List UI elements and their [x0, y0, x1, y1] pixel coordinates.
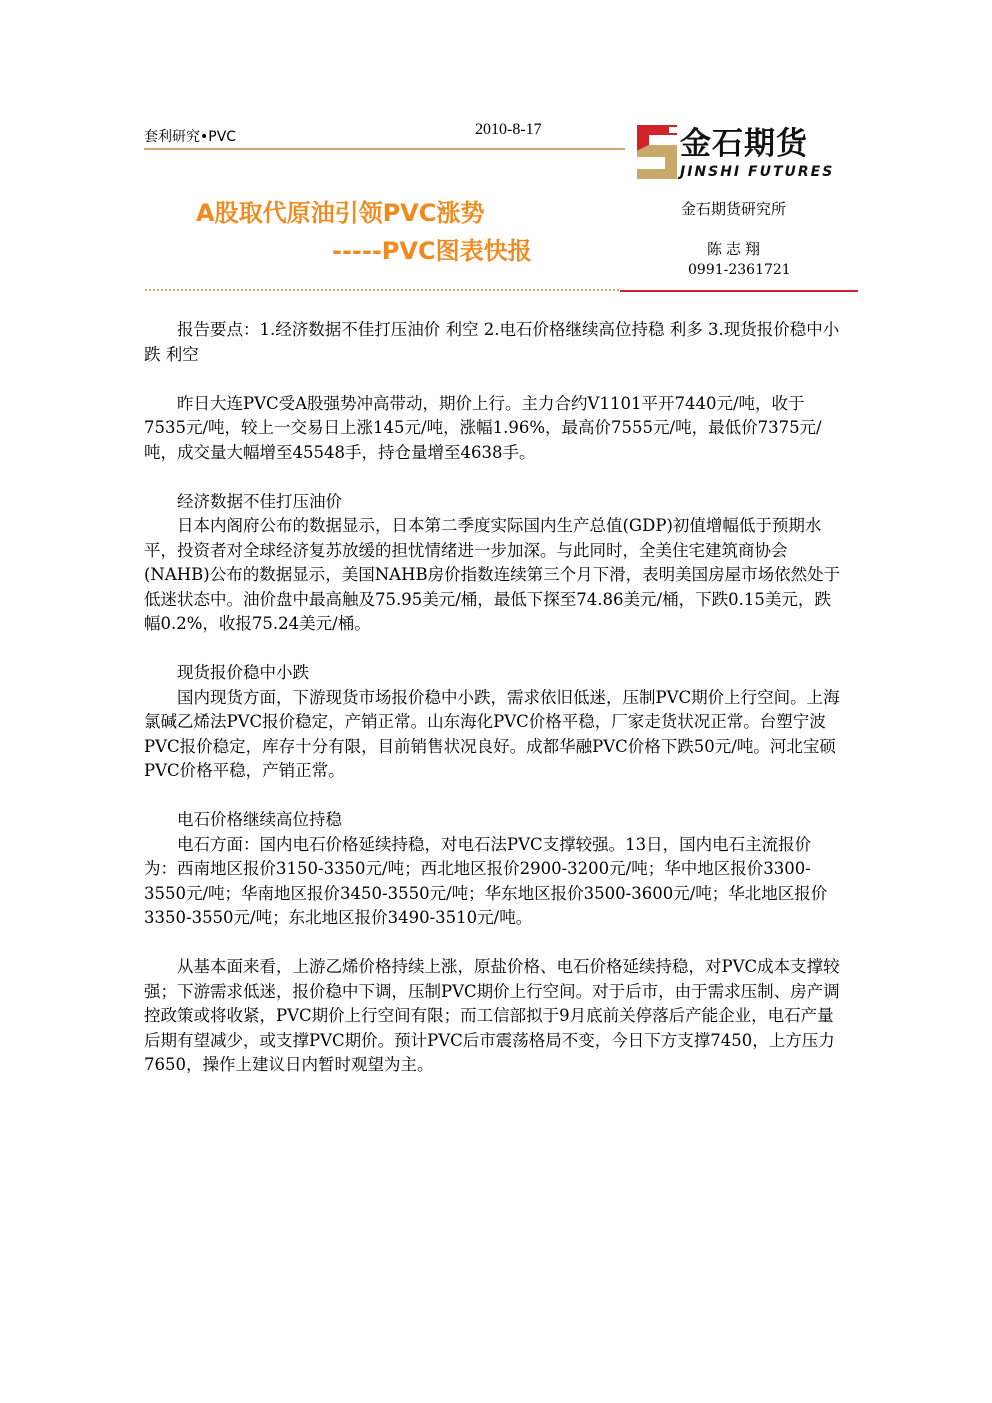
report-subtitle: -----PVC图表快报 [332, 237, 532, 265]
logo-wordmark: 金石期货 [680, 126, 808, 162]
market-paragraph: 昨日大连PVC受A股强势冲高带动，期价上行。主力合约V1101平开7440元/吨，收于7535元/吨，较上一交易日上涨145元/吨，涨幅1.96%，最高价7555元/吨，最低价7375元/吨，成交量大幅增至45548手，持仓量增至4638手。 [144, 393, 822, 462]
analyst-phone: 0991-2361721 [688, 262, 791, 278]
summary-paragraph: 报告要点：1.经济数据不佳打压油价 利空 2.电石价格继续高位持稳 利多 3.现货报价稳中小跌 利空 [144, 320, 840, 364]
report-body [144, 318, 844, 1078]
logo-subtitle: JINSHI FUTURES [680, 164, 835, 180]
section-text-carbide: 电石方面：国内电石价格延续持稳，对电石法PVC支撑较强。13日，国内电石主流报价为：西南地区报价3150-3350元/吨；西北地区报价2900-3200元/吨；华中地区报价3300-3550元/吨；华南地区报价3450-3550元/吨；华东地区报价3500-3600元/吨；华北地区报价3350-3550元/吨；东北地区报价3490-3510元/吨。 [144, 834, 828, 927]
section-text-oil: 日本内阁府公布的数据显示，日本第二季度实际国内生产总值(GDP)初值增幅低于预期水平，投资者对全球经济复苏放缓的担忧情绪进一步加深。与此同时，全美住宅建筑商协会(NAHB)公布的数据显示，美国NAHB房价指数连续第三个月下滑，表明美国房屋市场依然处于低迷状态中。油价盘中最高触及75.95美元/桶，最低下探至74.86美元/桶，下跌0.15美元，跌幅0.2%，收报75.24美元/桶。 [144, 516, 841, 633]
section-text-spot: 国内现货方面，下游现货市场报价稳中小跌，需求依旧低迷，压制PVC期价上行空间。上海氯碱乙烯法PVC报价稳定，产销正常。山东海化PVC价格平稳，厂家走货状况正常。台塑宁波PVC报价稳定，库存十分有限，目前销售状况良好。成都华融PVC价格下跌50元/吨。河北宝硕PVC价格平稳，产销正常。 [144, 687, 840, 780]
red-divider [620, 290, 858, 292]
section-heading-spot: 现货报价稳中小跌 [177, 663, 309, 682]
analyst-name: 陈志翔 [707, 240, 765, 258]
report-category: 套利研究•PVC [144, 129, 237, 145]
header-gold-divider [144, 148, 625, 150]
institute-name: 金石期货研究所 [681, 200, 787, 218]
report-date: 2010-8-17 [475, 121, 542, 138]
section-heading-carbide: 电石价格继续高位持稳 [177, 810, 342, 829]
conclusion-paragraph: 从基本面来看，上游乙烯价格持续上涨，原盐价格、电石价格延续持稳，对PVC成本支撑较强；下游需求低迷，报价稳中下调，压制PVC期价上行空间。对于后市，由于需求压制、房产调控政策或将收紧，PVC期价上行空间有限；而工信部拟于9月底前关停落后产能企业，电石产量后期有望减少，或支撑PVC期价。预计PVC后市震荡格局不变，今日下方支撑7450，上方压力7650，操作上建议日内暂时观望为主。 [144, 957, 840, 1074]
report-title: A股取代原油引领PVC涨势 [196, 199, 485, 227]
section-heading-oil: 经济数据不佳打压油价 [177, 491, 342, 511]
dotted-divider [144, 288, 620, 292]
